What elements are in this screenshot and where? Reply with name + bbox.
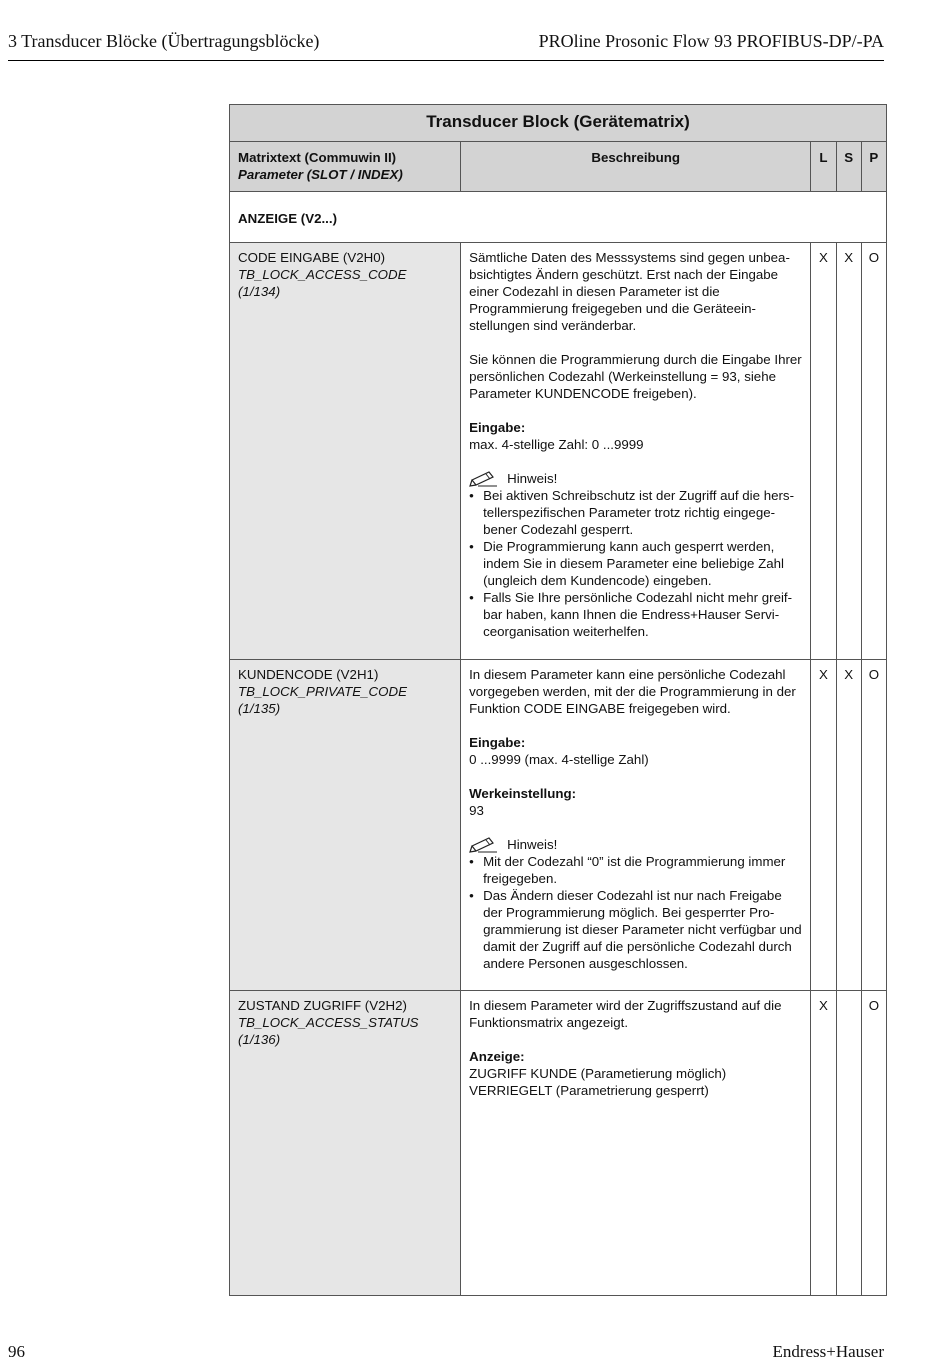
input-label: Eingabe: (469, 735, 526, 750)
pencil-note-icon (469, 470, 499, 487)
running-header-chapter: 3 Transducer Blöcke (Übertragungsblöcke) (8, 31, 320, 51)
default-label: Werkeinstellung: (469, 786, 576, 801)
description-paragraph: Sie können die Programmierung durch die Eingabe Ihrer persönlichen Codezahl (Werkeinstellung = 93, siehe Parameter KUNDENCODE freigeben). (469, 352, 802, 401)
flag-s (836, 991, 861, 1296)
flag-s: X (836, 243, 861, 660)
hint-heading (469, 470, 802, 487)
page-number: 96 (8, 1342, 25, 1361)
input-label: Eingabe: (469, 420, 526, 435)
flag-p: O (861, 660, 886, 991)
col-header-matrixtext: Matrixtext (Commuwin II) (238, 150, 397, 165)
description-paragraph: In diesem Parameter wird der Zugriffszustand auf die Funktionsmatrix angezeigt. (469, 998, 782, 1030)
table-row (230, 243, 887, 660)
input-value: 0 ...9999 (max. 4-stellige Zahl) (469, 752, 649, 767)
description-cell (461, 243, 811, 660)
table-row (230, 991, 887, 1296)
description-paragraph: In diesem Parameter kann eine persönliche Codezahl vorgegeben werden, mit der die Programmierung in der Funktion CODE EINGABE freigegeben wird. (469, 667, 796, 716)
description-cell (461, 991, 811, 1296)
brand-logo-text: Endress+Hauser (772, 1342, 884, 1361)
input-value: max. 4-stellige Zahl: 0 ...9999 (469, 437, 644, 452)
flag-p: O (861, 243, 886, 660)
list-item: • Bei aktiven Schreibschutz ist der Zugriff auf die hers-tellerspezifischen Parameter trotz richtig eingege-bener Codezahl gesperrt. (483, 487, 802, 538)
col-header-p: P (861, 142, 886, 192)
list-item: • Die Programmierung kann auch gesperrt werden, indem Sie in diesem Parameter eine beliebige Zahl (ungleich dem Kundencode) eingeben. (483, 538, 802, 589)
matrix-text: ZUSTAND ZUGRIFF (V2H2) (238, 998, 407, 1013)
transducer-block-table (229, 104, 887, 1296)
parameter-cell (230, 243, 461, 660)
hint-list (469, 487, 802, 640)
hint-label: Hinweis! (507, 471, 558, 486)
table-row (230, 660, 887, 991)
section-title: ANZEIGE (V2...) (230, 192, 887, 243)
parameter-id: TB_LOCK_ACCESS_CODE (1/134) (238, 267, 407, 299)
list-item: • Das Ändern dieser Codezahl ist nur nach Freigabe der Programmierung möglich. Bei gesperrter Pro-grammierung ist dieser Parameter nicht verfügbar und damit der Zugriff auf die persönliche Codezahl durch andere Personen ausgeschlossen. (483, 887, 802, 972)
matrix-text: KUNDENCODE (V2H1) (238, 667, 379, 682)
list-item: • Mit der Codezahl “0” ist die Programmierung immer freigegeben. (483, 853, 802, 887)
matrix-text: CODE EINGABE (V2H0) (238, 250, 386, 265)
parameter-id: TB_LOCK_PRIVATE_CODE (1/135) (238, 684, 407, 716)
col-header-matrix (230, 142, 461, 192)
flag-l: X (811, 243, 836, 660)
col-header-s: S (836, 142, 861, 192)
display-value: VERRIEGELT (Parametrierung gesperrt) (469, 1083, 709, 1098)
col-header-description: Beschreibung (461, 142, 811, 192)
running-header-product: PROline Prosonic Flow 93 PROFIBUS-DP/-PA (538, 31, 884, 51)
list-item: • Falls Sie Ihre persönliche Codezahl nicht mehr greif-bar haben, kann Ihnen die Endress+Hauser Servi-ceorganisation weiterhelfen. (483, 589, 802, 640)
display-label: Anzeige: (469, 1049, 525, 1064)
default-value: 93 (469, 803, 484, 818)
parameter-cell (230, 991, 461, 1296)
parameter-cell (230, 660, 461, 991)
parameter-id: TB_LOCK_ACCESS_STATUS (1/136) (238, 1015, 419, 1047)
hint-label: Hinweis! (507, 837, 558, 852)
display-value: ZUGRIFF KUNDE (Parametierung möglich) (469, 1066, 727, 1081)
hint-heading (469, 836, 802, 853)
pencil-note-icon (469, 836, 499, 853)
description-paragraph: Sämtliche Daten des Messsystems sind gegen unbea-bsichtigtes Ändern geschützt. Erst nach der Eingabe einer Codezahl in diesen Parameter ist die Programmierung freigegeben und die Geräteein-stellungen sind veränderbar. (469, 250, 790, 333)
col-header-parameter: Parameter (SLOT / INDEX) (238, 167, 403, 182)
flag-l: X (811, 660, 836, 991)
flag-p: O (861, 991, 886, 1296)
flag-l: X (811, 991, 836, 1296)
header-rule (8, 60, 884, 61)
description-cell (461, 660, 811, 991)
table-title: Transducer Block (Gerätematrix) (230, 105, 887, 142)
col-header-l: L (811, 142, 836, 192)
flag-s: X (836, 660, 861, 991)
hint-list (469, 853, 802, 972)
